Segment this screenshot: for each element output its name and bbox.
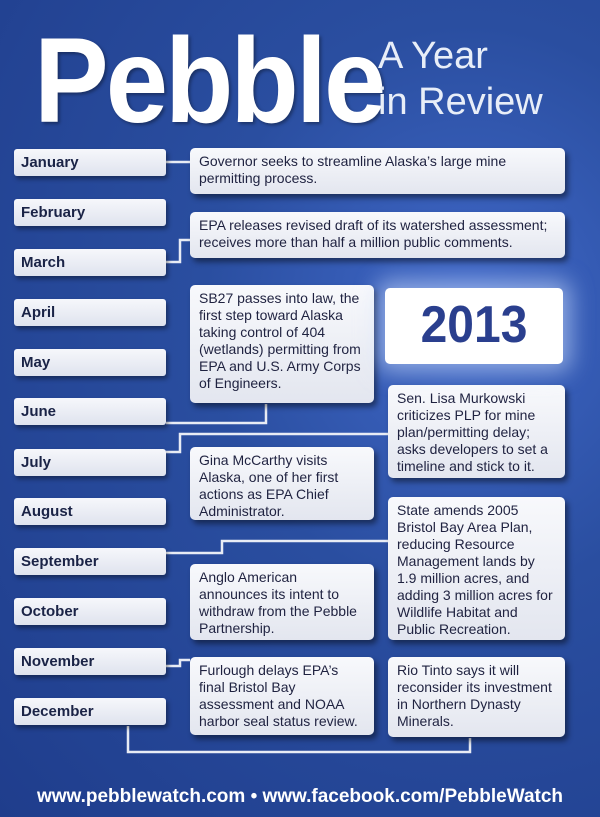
month-october: October (14, 598, 166, 625)
subtitle-line-2: in Review (378, 81, 543, 123)
event-september: State amends 2005 Bristol Bay Area Plan, reducing Resource Management lands by 1.9 million acres, and adding 3 million acres for Wildlife Habitat and Public Recreation. (388, 497, 565, 640)
year-label: 2013 (420, 296, 528, 355)
connector-september (166, 541, 388, 553)
event-november: Furlough delays EPA’s final Bristol Bay assessment and NOAA harbor seal status review. (190, 657, 374, 735)
event-january: Governor seeks to streamline Alaska’s large mine permitting process. (190, 148, 565, 194)
poster-subtitle (378, 34, 543, 124)
month-december: December (14, 698, 166, 725)
month-november: November (14, 648, 166, 675)
event-december: Rio Tinto says it will reconsider its investment in Northern Dynasty Minerals. (388, 657, 565, 737)
connector-june (166, 404, 266, 423)
footer-links: www.pebblewatch.com • www.facebook.com/PebbleWatch (36, 786, 564, 807)
poster-title: Pebble (34, 12, 384, 148)
month-february: February (14, 199, 166, 226)
month-january: January (14, 149, 166, 176)
connector-march (166, 240, 190, 262)
event-october: Anglo American announces its intent to withdraw from the Pebble Partnership. (190, 564, 374, 640)
event-june: Sen. Lisa Murkowski criticizes PLP for mine plan/permitting delay; asks developers to set a timeline and stick to it. (388, 385, 565, 478)
year-badge (385, 288, 563, 364)
month-may: May (14, 349, 166, 376)
subtitle-line-1: A Year (378, 35, 488, 77)
month-march: March (14, 249, 166, 276)
event-april: SB27 passes into law, the first step toward Alaska taking control of 404 (wetlands) permitting from EPA and U.S. Army Corps of Engineers. (190, 285, 374, 403)
month-july: July (14, 449, 166, 476)
month-september: September (14, 548, 166, 575)
event-march: EPA releases revised draft of its watershed assessment; receives more than half a million public comments. (190, 212, 565, 258)
event-august: Gina McCarthy visits Alaska, one of her first actions as EPA Chief Administrator. (190, 447, 374, 520)
month-august: August (14, 498, 166, 525)
month-june: June (14, 398, 166, 425)
month-april: April (14, 299, 166, 326)
connector-november (166, 660, 190, 666)
